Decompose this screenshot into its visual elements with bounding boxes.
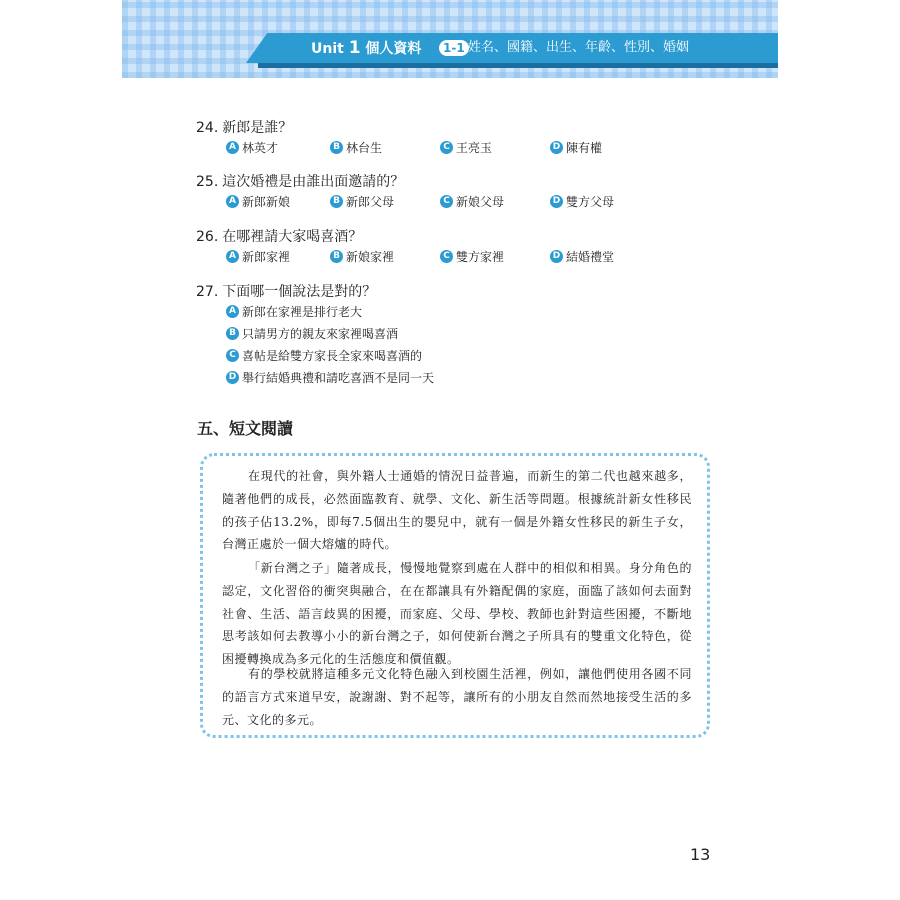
option-text: 新郎父母: [346, 195, 395, 209]
option-d-icon: D: [550, 250, 563, 263]
option-b[interactable]: [330, 193, 394, 210]
option-d-icon: D: [226, 371, 239, 384]
option-a-icon: A: [226, 141, 239, 154]
option-d[interactable]: [550, 193, 614, 210]
option-c[interactable]: [440, 139, 492, 156]
option-a[interactable]: [226, 248, 290, 265]
option-text: 陳有權: [566, 141, 603, 155]
option-text: 雙方父母: [566, 195, 615, 209]
option-c[interactable]: [440, 193, 504, 210]
option-b[interactable]: [226, 325, 398, 342]
option-b[interactable]: [330, 139, 382, 156]
question-number: 25.: [196, 174, 219, 190]
page-number: 13: [690, 845, 711, 864]
option-b-icon: B: [330, 250, 343, 263]
question-text: 新郎是誰？: [222, 120, 293, 136]
question-number: 24.: [196, 120, 219, 136]
unit-number: 1: [348, 38, 361, 58]
option-text: 新郎新娘: [242, 195, 291, 209]
passage-paragraph-1: 在現代的社會，與外籍人士通婚的情況日益普遍，而新生的第二代也越來越多，隨著他們的成長，必然面臨教育、就學、文化、新生活等問題。根據統計新女性移民的孩子佔13.2%，即每7.5個出生的嬰兒中，就有一個是外籍女性移民的新生子女，台灣正處於一個大熔爐的時代。: [222, 469, 692, 552]
passage-paragraph-2: 「新台灣之子」隨著成長，慢慢地覺察到處在人群中的相似和相異。身分角色的認定，文化習俗的衝突與融合，在在都讓具有外籍配偶的家庭，面臨了該如何去面對社會、生活、語言歧異的困擾，而家庭、父母、學校、教師也針對這些困擾，不斷地思考該如何去教導小小的新台灣之子，如何使新台灣之子所具有的雙重文化特色，從困擾轉換成為多元化的生活態度和價值觀。: [222, 561, 692, 667]
option-text: 新娘家裡: [346, 250, 395, 264]
option-a[interactable]: [226, 193, 290, 210]
option-c[interactable]: [226, 347, 422, 364]
option-text: 雙方家裡: [456, 250, 505, 264]
option-a-icon: A: [226, 305, 239, 318]
option-d[interactable]: [550, 139, 602, 156]
option-a[interactable]: [226, 303, 362, 320]
option-text: 結婚禮堂: [566, 250, 615, 264]
option-d[interactable]: [226, 369, 434, 386]
option-b-icon: B: [330, 195, 343, 208]
option-a-icon: A: [226, 195, 239, 208]
option-text: 新郎在家裡是排行老大: [242, 305, 363, 319]
option-text: 喜帖是給雙方家長全家來喝喜酒的: [242, 349, 423, 363]
option-a[interactable]: [226, 139, 278, 156]
question-27: [196, 281, 376, 301]
unit-heading: [311, 38, 421, 59]
option-d-icon: D: [550, 141, 563, 154]
question-text: 在哪裡請大家喝喜酒？: [222, 229, 363, 245]
lesson-title: 姓名、國籍、出生、年齡、性別、婚姻: [468, 40, 690, 55]
option-text: 林台生: [346, 141, 383, 155]
option-a-icon: A: [226, 250, 239, 263]
option-c-icon: C: [226, 349, 239, 362]
option-b[interactable]: [330, 248, 394, 265]
question-number: 27.: [196, 284, 219, 300]
option-d[interactable]: [550, 248, 614, 265]
question-number: 26.: [196, 229, 219, 245]
option-text: 新娘父母: [456, 195, 505, 209]
question-text: 下面哪一個說法是對的？: [222, 284, 377, 300]
option-b-icon: B: [330, 141, 343, 154]
option-text: 舉行結婚典禮和請吃喜酒不是同一天: [242, 371, 435, 385]
lesson-badge: 1-1: [439, 40, 469, 56]
option-text: 王亮玉: [456, 141, 493, 155]
question-24: [196, 117, 292, 137]
option-c[interactable]: [440, 248, 504, 265]
unit-title: 個人資料: [365, 41, 422, 57]
option-c-icon: C: [440, 250, 453, 263]
passage-paragraph-3: 有的學校就將這種多元文化特色融入到校園生活裡，例如，讓他們使用各國不同的語言方式來道早安，說謝謝、對不起等，讓所有的小朋友自然而然地接受生活的多元、文化的多元。: [222, 667, 692, 727]
option-text: 林英才: [242, 141, 279, 155]
option-b-icon: B: [226, 327, 239, 340]
question-text: 這次婚禮是由誰出面邀請的？: [222, 174, 405, 190]
header-banner-shadow: [258, 63, 778, 68]
option-d-icon: D: [550, 195, 563, 208]
option-text: 只請男方的親友來家裡喝喜酒: [242, 327, 399, 341]
question-26: [196, 226, 362, 246]
question-25: [196, 171, 404, 191]
option-c-icon: C: [440, 141, 453, 154]
option-text: 新郎家裡: [242, 250, 291, 264]
section-title: 五、短文閱讀: [197, 419, 294, 438]
option-c-icon: C: [440, 195, 453, 208]
unit-label: Unit: [311, 41, 344, 57]
